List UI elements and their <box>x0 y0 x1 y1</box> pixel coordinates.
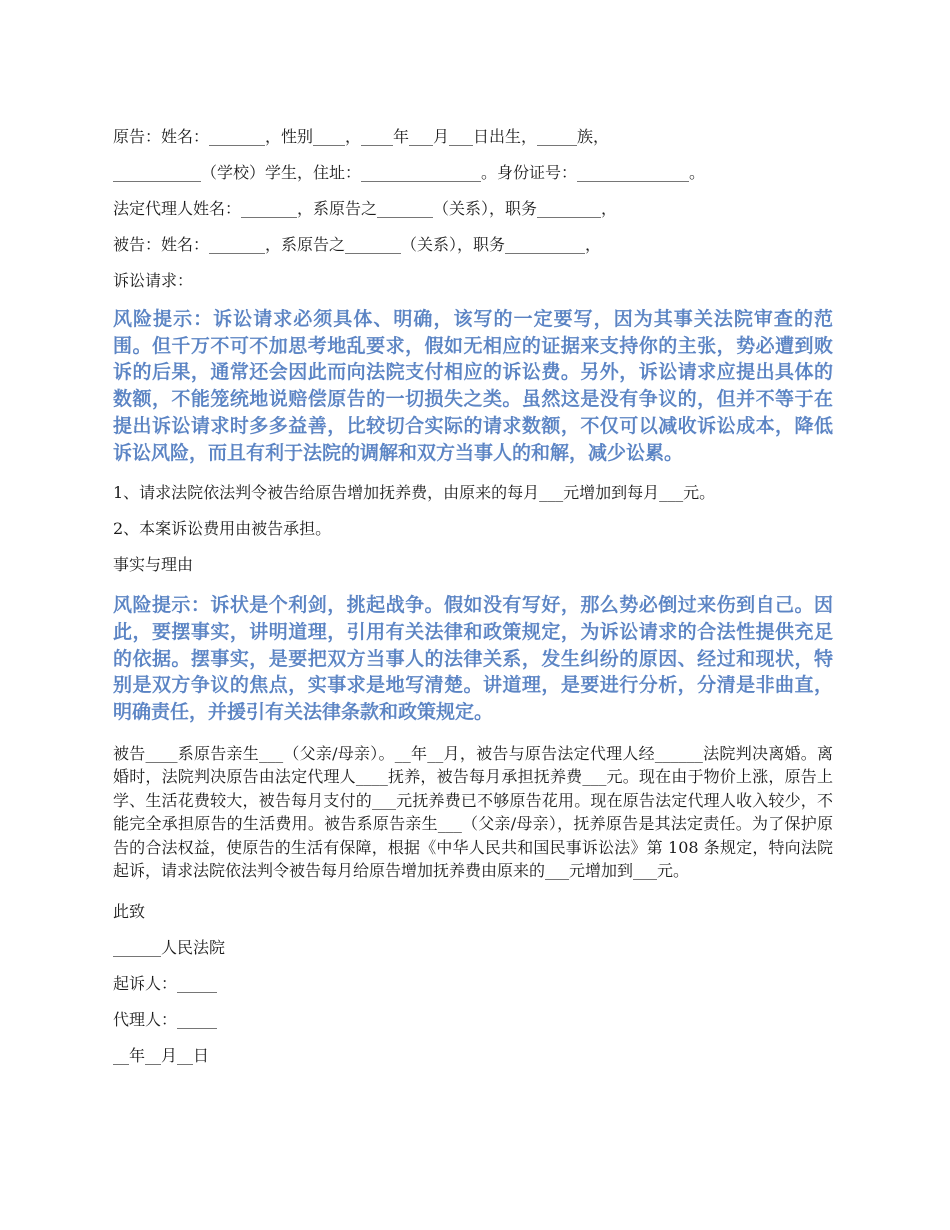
claim-item-1: 1、请求法院依法判令被告给原告增加抚养费，由原来的每月___元增加到每月___元。 <box>113 483 716 503</box>
date-line: __年__月__日 <box>113 1045 210 1065</box>
document-body <box>113 126 833 1081</box>
closing-salutation: 此致 <box>113 901 146 921</box>
agent-signature-line: 代理人：_____ <box>113 1009 218 1029</box>
defendant-info-line: 被告：姓名：_______，系原告之_______（关系），职务__________， <box>113 235 602 254</box>
court-name-line: ______人民法院 <box>113 937 226 957</box>
legal-agent-line: 法定代理人姓名：_______，系原告之_______（关系），职务________， <box>113 199 618 218</box>
plaintiff-info-line: 原告：姓名：_______，性别____，____年___月___日出生，_____族， <box>113 127 610 146</box>
student-address-line: ___________（学校）学生，住址：_______________。身份证号：______________。 <box>113 163 706 182</box>
claim-item-2: 2、本案诉讼费用由被告承担。 <box>113 519 332 539</box>
risk-tip-facts: 风险提示：诉状是个利剑，挑起战争。假如没有写好，那么势必倒过来伤到自己。因此，要摆事实，讲明道理，引用有关法律和政策规定，为诉讼请求的合法性提供充足的依据。摆事实，是要把双方当事人的法律关系，发生纠纷的原因、经过和现状，特别是双方争议的焦点，实事求是地写清楚。讲道理，是要进行分析，分清是非曲直，明确责任，并援引有关法律条款和政策规定。 <box>113 594 833 724</box>
plaintiff-signature-line: 起诉人：_____ <box>113 973 218 993</box>
risk-tip-claims: 风险提示：诉讼请求必须具体、明确，该写的一定要写，因为其事关法院审查的范围。但千万不可不加思考地乱要求，假如无相应的证据来支持你的主张，势必遭到败诉的后果，通常还会因此而向法院支付相应的诉讼费。另外，诉讼请求应提出具体的数额，不能笼统地说赔偿原告的一切损失之类。虽然这是没有争议的，但并不等于在提出诉讼请求时多多益善，比较切合实际的请求数额，不仅可以减收诉讼成本，降低诉讼风险，而且有利于法院的调解和双方当事人的和解，减少讼累。 <box>113 308 833 464</box>
facts-heading: 事实与理由 <box>113 555 194 575</box>
facts-body: 被告____系原告亲生___（父亲/母亲）。__年__月，被告与原告法定代理人经______法院判决离婚。离婚时，法院判决原告由法定代理人____抚养，被告每月承担抚养费___元。现在由于物价上涨，原告上学、生活花费较大，被告每月支付的___元抚养费已不够原告花用。现在原告法定代理人收入较少，不能完全承担原告的生活费用。被告系原告亲生___（父亲/母亲），抚养原告是其法定责任。为了保护原告的合法权益，使原告的生活有保障，根据《中华人民共和国民事诉讼法》第 108 条规定，特向法院起诉，请求法院依法判令被告每月给原告增加抚养费由原来的___元增加到___元。 <box>113 743 833 881</box>
claims-heading: 诉讼请求： <box>113 271 194 290</box>
